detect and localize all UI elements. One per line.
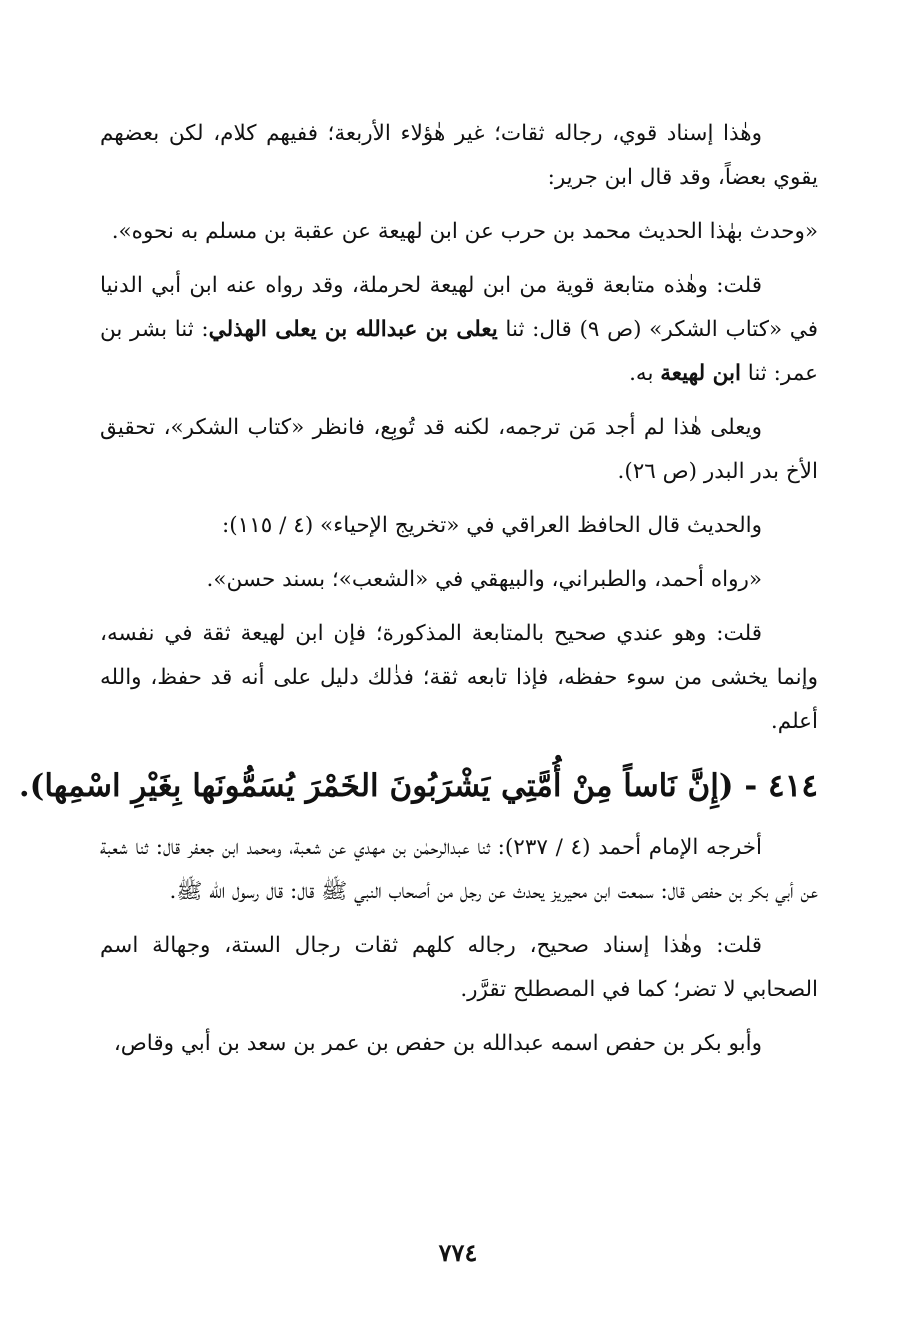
paragraph-mutabaa — [100, 264, 818, 396]
hadith-heading: ٤١٤ - (إِنَّ نَاساً مِنْ أُمَّتِي يَشْرَبُونَ الخَمْرَ يُسَمُّونَها بِغَيْرِ اسْمِها). — [18, 768, 818, 804]
text-fragment: به. — [629, 361, 661, 386]
quote-ibn-jarir: «وحدث بهٰذا الحديث محمد بن حرب عن ابن لهيعة عن عقبة بن مسلم به نحوه». — [111, 219, 818, 244]
paragraph-sahih-verdict: قلت: وهو عندي صحيح بالمتابعة المذكورة؛ فإن ابن لهيعة ثقة في نفسه، وإنما يخشى من سوء حفظه، فإذا تابعه ثقة؛ فذٰلك دليل على أنه قد حفظ، والله أعلم. — [100, 621, 818, 734]
quote-iraqi: «رواه أحمد، والطبراني، والبيهقي في «الشعب»؛ بسند حسن». — [206, 567, 762, 592]
narrator-name-bold: ابن لهيعة — [660, 361, 741, 386]
paragraph-abu-bakr: وأبو بكر بن حفص اسمه عبدالله بن حفص بن عمر بن سعد بن أبي وقاص، — [113, 1031, 762, 1056]
paragraph-yala: ويعلى هٰذا لم أجد مَن ترجمه، لكنه قد تُوبِع، فانظر «كتاب الشكر»، تحقيق الأخ بدر البدر (ص ٢٦). — [100, 415, 818, 484]
paragraph-isnad-sahih: قلت: وهٰذا إسناد صحيح، رجاله كلهم ثقات رجال الستة، وجهالة اسم الصحابي لا تضر؛ كما في المصطلح تقرَّر. — [100, 933, 818, 1002]
narrator-name-bold: يعلى بن عبدالله بن يعلى الهذلي — [208, 317, 498, 342]
text-fragment: : ثنا بشر بن عمر: ثنا — [100, 317, 818, 386]
page-number: ٧٧٤ — [438, 1238, 478, 1267]
text-fragment: قلت: وهٰذه متابعة قوية من ابن لهيعة لحرملة، وقد رواه عنه ابن أبي الدنيا في «كتاب الشكر» (ص ٩) قال: ثنا — [100, 273, 818, 342]
page-body — [18, 112, 818, 1312]
paragraph-iraqi: والحديث قال الحافظ العراقي في «تخريج الإحياء» (٤ / ١١٥): — [222, 513, 762, 538]
paragraph-takhrij: أخرجه الإمام أحمد (٤ / ٢٣٧): ثنا عبدالرحمٰن بن مهدي عن شعبة، ومحمد ابن جعفر قال: ثنا شعبة عن أبي بكر بن حفص قال: سمعت ابن محيريز يحدث عن رجل من أصحاب النبي ﷺ قال: قال رسول الله ﷺ. — [100, 835, 818, 904]
paragraph-isnad-strength: وهٰذا إسناد قوي، رجاله ثقات؛ غير هٰؤلاء الأربعة؛ ففيهم كلام، لكن بعضهم يقوي بعضاً، وقد قال ابن جرير: — [100, 121, 818, 190]
